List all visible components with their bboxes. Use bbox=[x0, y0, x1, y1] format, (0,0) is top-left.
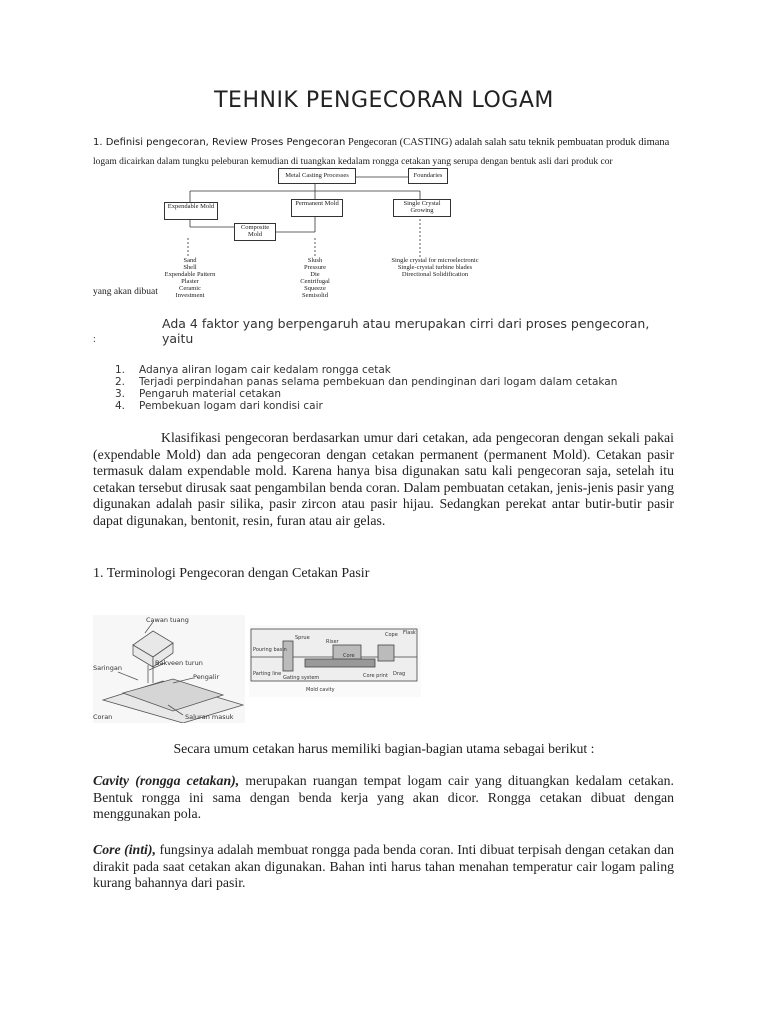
list-item: Single-crystal turbine blades bbox=[397, 264, 473, 271]
core-term: Core (inti), bbox=[93, 842, 156, 857]
figure-label: Drag bbox=[393, 671, 406, 677]
node-expendable-mold: Expendable Mold bbox=[164, 202, 218, 220]
list-number: 1. bbox=[115, 364, 126, 376]
node-metal-casting: Metal Casting Processes bbox=[278, 168, 356, 184]
intro-line-1 bbox=[93, 137, 693, 148]
list-item: Directional Solidification bbox=[401, 271, 469, 278]
figure-label: Saluran masuk bbox=[185, 713, 234, 721]
klasifikasi-text: Klasifikasi pengecoran berdasarkan umur dari cetakan, ada pengecoran dengan sekali pakai (expendable Mold) dan ada pengecoran dengan cetakan permanent (permanent Mold). Cetakan pasir termasuk dalam expendable mold. Karena hanya bisa digunakan satu kali pengecoran saja, setelah itu cetakan tersebut dirusak saat pengambilan benda coran. Dalam pembuatan cetakan, jenis-jenis pasir yang digunakan adalah pasir silika, pasir zircon atau pasir hijau. Sedangkan perekat antar butir-butir pasir dapat digunakan, bentonit, resin, furan atau air gelas. bbox=[93, 430, 674, 528]
faktor-colon: : bbox=[93, 334, 96, 345]
casting-process-diagram bbox=[160, 165, 510, 297]
page-title: TEHNIK PENGECORAN LOGAM bbox=[214, 88, 554, 113]
core-text: fungsinya adalah membuat rongga pada benda coran. Inti dibuat terpisah dengan cetakan dan dirakit pada saat cetakan akan digunakan. Bahan inti harus tahan menahan temperatur cair logam paling kurang bahannya dari pasir. bbox=[93, 842, 674, 891]
faktor-intro: Ada 4 faktor yang berpengaruh atau merupakan cirri dari proses pengecoran, yaitu bbox=[162, 316, 650, 346]
intro-rest: Pengecoran (CASTING) adalah salah satu teknik pembuatan produk dimana bbox=[345, 137, 670, 148]
figure-label: Parting line bbox=[253, 671, 282, 677]
figure-label: Pouring basin bbox=[253, 647, 287, 653]
list-item: Centrifugal bbox=[300, 278, 330, 285]
figure-label: Coran bbox=[93, 713, 113, 721]
figure-label: Riser bbox=[326, 639, 339, 645]
klasifikasi-paragraph bbox=[93, 430, 674, 530]
figure-label: Core print bbox=[363, 673, 388, 679]
list-text: Adanya aliran logam cair kedalam rongga cetak bbox=[139, 364, 391, 376]
list-item: Pressure bbox=[303, 264, 327, 271]
figure-label: Cawan tuang bbox=[146, 616, 189, 624]
figure-label: Saringan bbox=[93, 664, 122, 672]
umum-line: Secara umum cetakan harus memiliki bagian-bagian utama sebagai berikut : bbox=[173, 741, 595, 756]
list-expendable bbox=[160, 257, 220, 299]
list-item: Ceramic bbox=[178, 285, 202, 292]
figure-label: Bakveen turun bbox=[155, 659, 203, 667]
cavity-text: merupakan ruangan tempat logam cair yang dituangkan kedalam cetakan. Bentuk rongga ini sama dengan benda kerja yang akan dicor. Rongga cetakan dibuat dengan menggunakan pola. bbox=[93, 773, 675, 822]
intro-prefix: 1. Definisi pengecoran, Review Proses Pengecoran bbox=[93, 137, 346, 148]
cavity-term: Cavity (rongga cetakan), bbox=[93, 773, 240, 788]
figure-label: Sprue bbox=[295, 635, 310, 641]
sand-mold-illustration bbox=[93, 615, 423, 723]
list-item bbox=[115, 364, 617, 376]
list-permanent bbox=[290, 257, 340, 299]
list-text: Pengaruh material cetakan bbox=[139, 388, 282, 400]
list-crystal bbox=[370, 257, 500, 278]
section-heading: 1. Terminologi Pengecoran dengan Cetakan Pasir bbox=[93, 566, 370, 581]
node-composite-mold: Composite Mold bbox=[234, 223, 276, 241]
intro-line-2: logam dicairkan dalam tungku peleburan kemudian di tuangkan kedalam rongga cetakan yang serupa dengan bentuk asli dari produk cor bbox=[93, 157, 613, 167]
list-number: 2. bbox=[115, 376, 126, 388]
core-paragraph bbox=[93, 842, 674, 892]
figure-label: Cope bbox=[385, 632, 398, 638]
sand-casting-figures bbox=[93, 615, 423, 723]
figure-label: Gating system bbox=[283, 675, 320, 681]
list-item: Shell bbox=[183, 264, 197, 271]
figure-label: Mold cavity bbox=[306, 687, 335, 693]
node-single-crystal: Single Crystal Growing bbox=[393, 199, 451, 217]
list-item: Sand bbox=[183, 257, 197, 264]
list-item bbox=[115, 400, 617, 412]
list-item: Plaster bbox=[181, 278, 199, 285]
cavity-paragraph bbox=[93, 773, 674, 823]
list-item: Investment bbox=[175, 292, 205, 299]
figure-label: Core bbox=[343, 653, 355, 659]
figure-label: Flask bbox=[403, 630, 416, 636]
list-number: 3. bbox=[115, 388, 126, 400]
list-item: Semisolid bbox=[301, 292, 328, 299]
node-foundries: Foundaries bbox=[408, 168, 448, 184]
list-text: Terjadi perpindahan panas selama pembekuan dan pendinginan dari logam dalam cetakan bbox=[139, 376, 618, 388]
list-item bbox=[115, 376, 617, 388]
list-item: Single crystal for microelectronic bbox=[391, 257, 479, 264]
list-item: Squeeze bbox=[304, 285, 326, 292]
figure-label: Pengalir bbox=[193, 673, 220, 681]
intro-tail: yang akan dibuat bbox=[93, 287, 158, 297]
list-number: 4. bbox=[115, 400, 126, 412]
list-text: Pembekuan logam dari kondisi cair bbox=[139, 400, 323, 412]
list-item: Die bbox=[310, 271, 320, 278]
list-item bbox=[115, 388, 617, 400]
list-item: Slush bbox=[307, 257, 323, 264]
list-item: Expendable Pattern bbox=[164, 271, 216, 278]
node-permanent-mold: Permanent Mold bbox=[291, 199, 343, 217]
faktor-list bbox=[115, 364, 617, 412]
